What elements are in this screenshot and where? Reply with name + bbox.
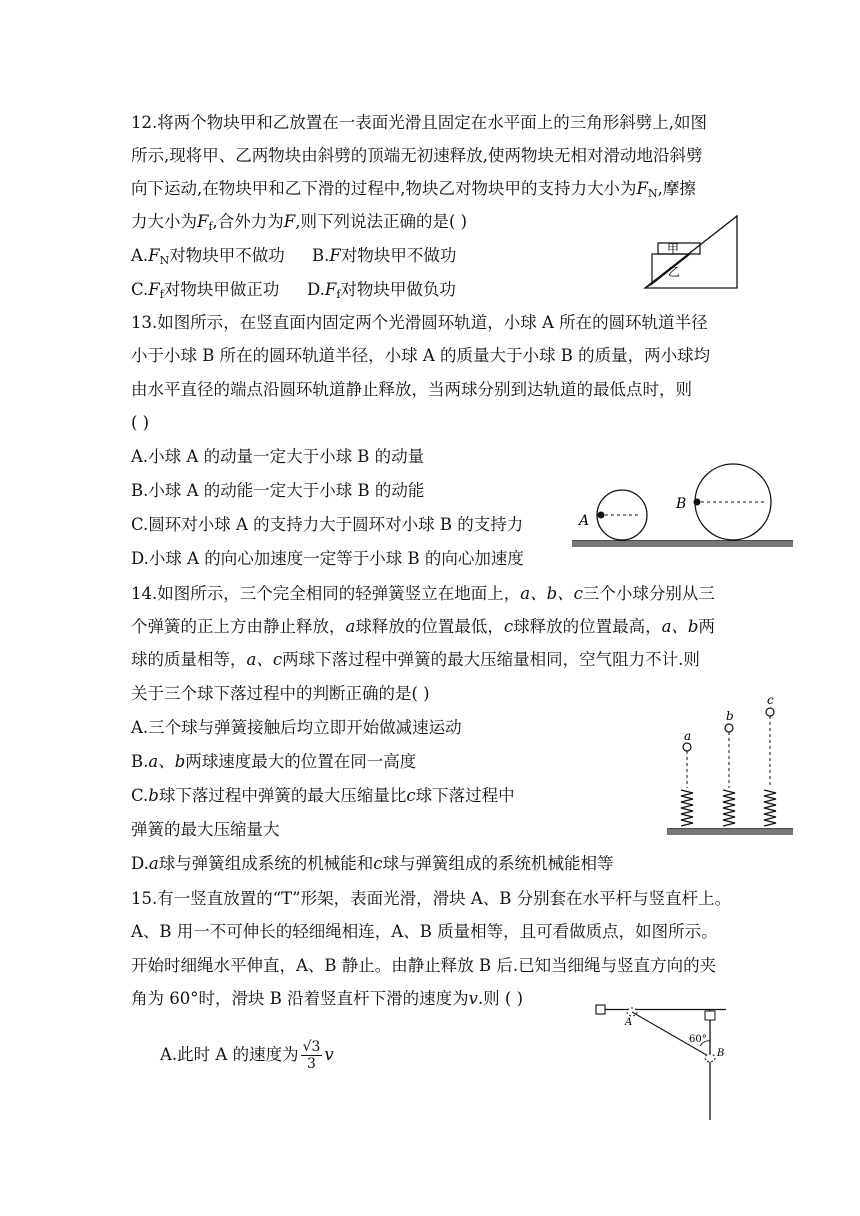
t-frame-angle-label: 60° [689, 1034, 707, 1045]
q12-option-a: $A.F_N$对物块甲不做功 [131, 246, 285, 267]
t-frame-figure [592, 1000, 732, 1122]
q13-option-c: C.圆环对小球 A 的支持力大于圆环对小球 B 的支持力 [131, 515, 524, 534]
q13-option-d: D.小球 A 的向心加速度一定等于小球 B 的向心加速度 [131, 549, 524, 568]
rings-figure [570, 452, 795, 554]
springs-figure [665, 690, 795, 840]
q12-line-1: 12.将两个物块甲和乙放置在一表面光滑且固定在水平面上的三角形斜劈上,如图 [131, 113, 707, 132]
q13-line-1: 13.如图所示，在竖直面内固定两个光滑圆环轨道，小球 A 所在的圆环轨道半径 [131, 313, 708, 332]
q14-line-3: 球的质量相等，a、c两球下落过程中弹簧的最大压缩量相同，空气阻力不计.则 [131, 650, 700, 669]
q15-line-1: 15.有一竖直放置的“T”形架，表面光滑，滑块 A、B 分别套在水平杆与竖直杆上。 [131, 889, 732, 908]
spring-ball-label-a: a [684, 729, 692, 743]
fraction-sqrt3-over-3: $\frac{√3}{3}$ [302, 1039, 321, 1072]
q15-line-3: 开始时细绳水平伸直，A、B 静止。由静止释放 B 后.已知当细绳与竖直方向的夹 [131, 956, 717, 975]
q12-option-c: $C.F_f$对物块甲做正功 [131, 280, 280, 301]
wedge-figure [640, 210, 740, 292]
q15-option-a: A.此时 A 的速度为 $\frac{√3}{3}$ v [160, 1039, 334, 1072]
q12-line-4: 力大小为$F_f$,合外力为F,则下列说法正确的是( ) [131, 212, 468, 233]
t-frame-label-a: A [625, 1017, 633, 1028]
q14-option-a: A.三个球与弹簧接触后均立即开始做减速运动 [131, 718, 462, 737]
q15-line-4: 角为 60°时，滑块 B 沿着竖直杆下滑的速度为v.则 ( ) [131, 989, 524, 1008]
spring-ball-label-b: b [726, 709, 734, 723]
q13-line-3: 由水平直径的端点沿圆环轨道静止释放，当两球分别到达轨道的最低点时，则 [131, 380, 692, 399]
spring-ball-label-c: c [767, 693, 774, 707]
q12-option-b: B.F对物块甲不做功 [312, 246, 457, 265]
ring-label-a: A [579, 513, 590, 529]
q13-option-a: A.小球 A 的动量一定大于小球 B 的动量 [131, 447, 425, 466]
q14-line-1: 14.如图所示，三个完全相同的轻弹簧竖立在地面上，a、b、c三个小球分别从三 [131, 584, 715, 603]
q14-option-c-line-2: 弹簧的最大压缩量大 [131, 820, 280, 839]
wedge-label-yi: 乙 [668, 265, 681, 279]
q12-line-2: 所示,现将甲、乙两物块由斜劈的顶端无初速释放,使两物块无相对滑动地沿斜劈 [131, 146, 703, 165]
q14-option-d: D.a球与弹簧组成系统的机械能和c球与弹簧组成的系统机械能相等 [131, 854, 614, 873]
q14-line-4: 关于三个球下落过程中的判断正确的是( ) [131, 684, 430, 703]
q14-option-c: C.b球下落过程中弹簧的最大压缩量比c球下落过程中 [131, 786, 515, 805]
q15-line-2: A、B 用一不可伸长的轻细绳相连，A、B 质量相等，且可看做质点，如图所示。 [131, 922, 718, 941]
q12-option-d: $D.F_f$对物块甲做负功 [307, 280, 456, 301]
q14-line-2: 个弹簧的正上方由静止释放，a球释放的位置最低，c球释放的位置最高，a、b两 [131, 617, 715, 636]
t-frame-label-b: B [717, 1048, 725, 1059]
wedge-label-jia: 甲 [667, 242, 680, 256]
q13-option-b: B.小球 A 的动能一定大于小球 B 的动能 [131, 481, 425, 500]
q12-line-3: 向下运动,在物块甲和乙下滑的过程中,物块乙对物块甲的支持力大小为$F_N$,摩擦 [131, 179, 696, 200]
ring-label-b: B [676, 496, 687, 512]
q13-line-2: 小于小球 B 所在的圆环轨道半径，小球 A 的质量大于小球 B 的质量，两小球均 [131, 346, 711, 365]
q14-option-b: B.a、b两球速度最大的位置在同一高度 [131, 752, 417, 771]
q13-line-4: ( ) [131, 413, 150, 432]
